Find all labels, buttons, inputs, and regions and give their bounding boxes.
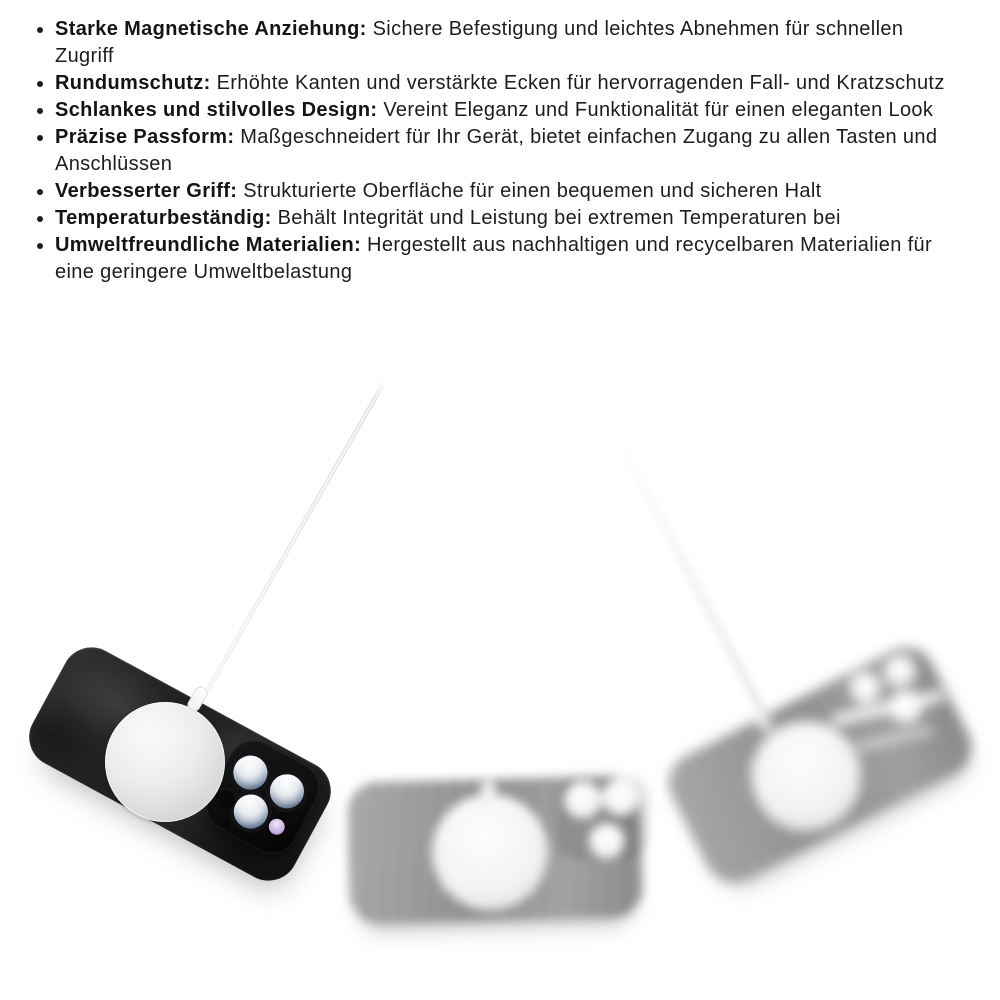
flash-led <box>266 816 288 838</box>
feature-label: Rundumschutz: <box>55 72 211 94</box>
camera-lens <box>227 750 273 796</box>
feature-label: Präzise Passform: <box>55 126 235 148</box>
feature-text: Maßgeschneidert für Ihr Gerät, bietet einfachen Zugang zu allen Tasten und Anschlüssen <box>55 126 938 175</box>
feature-label: Verbesserter Griff: <box>55 180 238 202</box>
feature-label: Starke Magnetische Anziehung: <box>55 18 367 40</box>
feature-label: Schlankes und stilvolles Design: <box>55 99 378 121</box>
feature-text: Hergestellt aus nachhaltigen und recycelbaren Materialien für eine geringere Umweltbelastung <box>55 234 933 283</box>
feature-text: Behält Integrität und Leistung bei extremen Temperaturen bei <box>277 207 841 229</box>
feature-label: Temperaturbeständig: <box>55 207 272 229</box>
feature-label: Umweltfreundliche Materialien: <box>55 234 362 256</box>
magsafe-puck-left <box>105 702 225 822</box>
feature-text: Sichere Befestigung und leichtes Abnehmen für schnellen Zugriff <box>55 18 904 67</box>
magsafe-puck-right <box>751 721 861 831</box>
feature-text: Erhöhte Kanten und verstärkte Ecken für hervorragenden Fall- und Kratzschutz <box>216 72 945 94</box>
feature-text: Strukturierte Oberfläche für einen bequemen und sicheren Halt <box>243 180 822 202</box>
camera-lens-blur <box>849 672 881 704</box>
mic-dot <box>222 819 231 828</box>
feature-text: Vereint Eleganz und Funktionalität für einen eleganten Look <box>383 99 934 121</box>
camera-lens-blur <box>884 655 916 687</box>
camera-lens <box>264 768 310 814</box>
